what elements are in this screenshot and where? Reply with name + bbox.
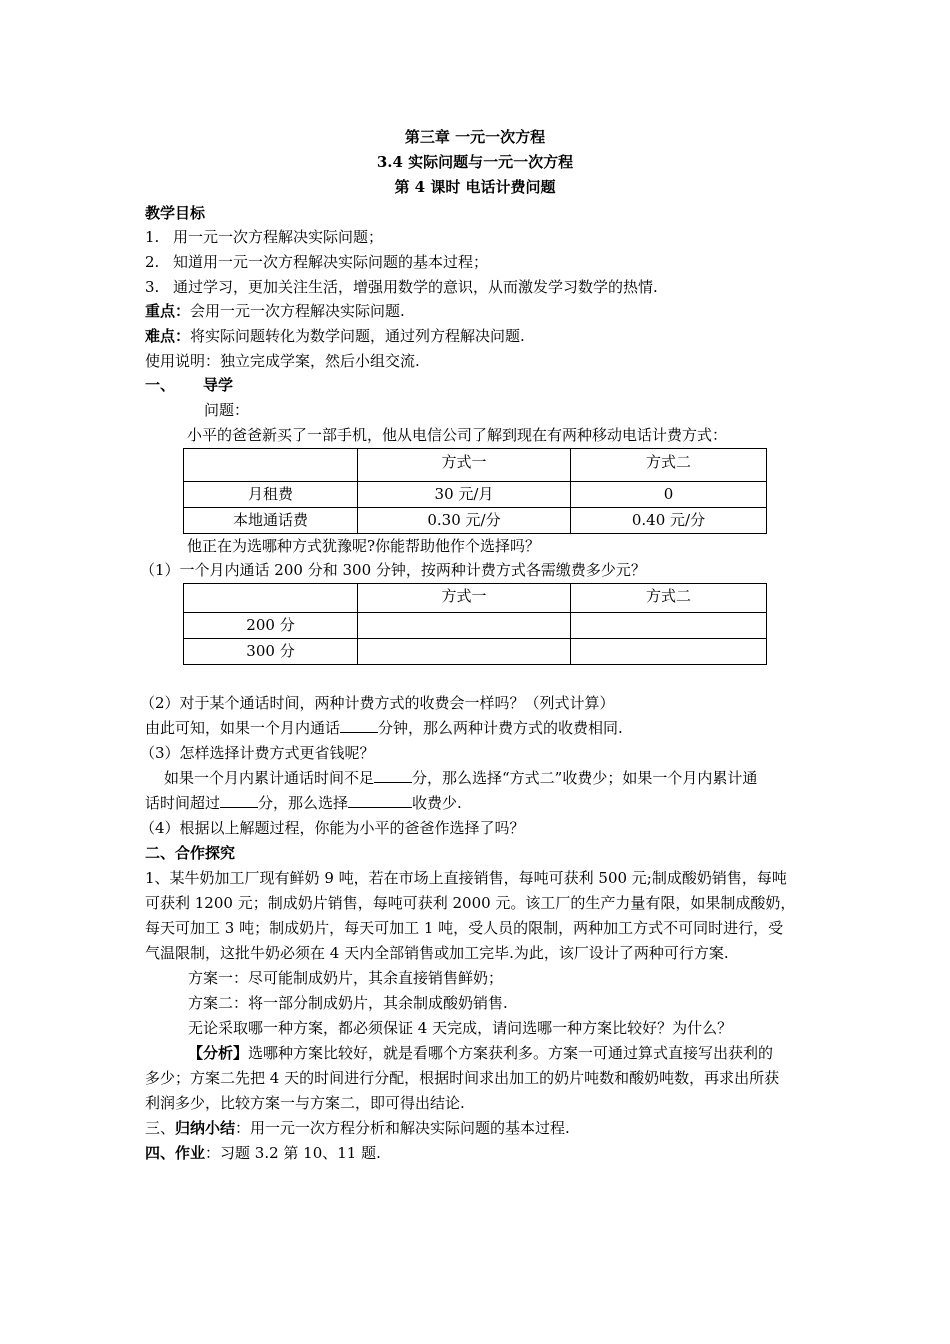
part3-text: ：用一元一次方程分析和解决实际问题的基本过程. bbox=[235, 1119, 570, 1137]
billing-table bbox=[183, 448, 767, 534]
part3-summary bbox=[145, 1116, 570, 1140]
table-row bbox=[184, 639, 767, 665]
difficulty-point bbox=[145, 324, 525, 348]
table-cell: 0 bbox=[571, 482, 767, 508]
table-cell: 300 分 bbox=[184, 639, 358, 665]
conclusion-text-b: 分钟，那么两种计费方式的收费相同. bbox=[378, 719, 623, 737]
analysis-line: 利润多少，比较方案一与方案二，即可得出结论. bbox=[145, 1094, 465, 1112]
plan-1: 方案一：尽可能制成奶片，其余直接销售鲜奶； bbox=[188, 969, 504, 987]
q3-text-b: 分，那么选择“方式二”收费少；如果一个月内累计通 bbox=[412, 769, 758, 787]
part2-heading: 二、合作探究 bbox=[145, 844, 236, 862]
q3-text-e: 收费少. bbox=[412, 794, 462, 812]
part3-label: 归纳小结 bbox=[175, 1119, 236, 1137]
goal-item-1 bbox=[145, 225, 383, 249]
table-cell bbox=[571, 613, 767, 639]
table-row bbox=[184, 482, 767, 508]
answer-blank[interactable] bbox=[374, 767, 412, 783]
table-cell: 月租费 bbox=[184, 482, 358, 508]
chapter-title: 第三章 一元一次方程 bbox=[404, 128, 546, 146]
question-3-line1 bbox=[164, 766, 757, 790]
analysis-text: 选哪种方案比较好，就是看哪个方案获利多。方案一可通过算式直接写出获利的 bbox=[248, 1044, 774, 1062]
table-header-cell: 方式二 bbox=[571, 584, 767, 613]
usage-note: 使用说明：独立完成学案，然后小组交流. bbox=[145, 352, 420, 370]
goal-text: 知道用一元一次方程解决实际问题的基本过程； bbox=[173, 253, 489, 271]
part1-num: 一、 bbox=[145, 376, 176, 394]
question-2: （2）对于某个通话时间，两种计费方式的收费会一样吗？（列式计算） bbox=[140, 694, 615, 712]
table-cell bbox=[571, 639, 767, 665]
table-header-cell: 方式二 bbox=[571, 449, 767, 482]
table-header-cell: 方式一 bbox=[358, 584, 571, 613]
analysis-line: 多少；方案二先把 4 天的时间进行分配，根据时间求出加工的奶片吨数和酸奶吨数，再求出所获 bbox=[145, 1069, 780, 1087]
problem-line: 可获利 1200 元；制成奶片销售，每吨可获利 2000 元。该工厂的生产力量有限，如果制成酸奶， bbox=[145, 894, 796, 912]
goal-text: 通过学习，更加关注生活，增强用数学的意识，从而激发学习数学的热情. bbox=[173, 278, 658, 296]
fee-calc-table bbox=[183, 583, 767, 665]
plan-question: 无论采取哪一种方案，都必须保证 4 天完成，请问选哪一种方案比较好？为什么？ bbox=[188, 1019, 733, 1037]
table-row bbox=[184, 613, 767, 639]
conclusion-text-a: 由此可知，如果一个月内通话 bbox=[145, 719, 341, 737]
table-row bbox=[184, 584, 767, 613]
part3-num: 三、 bbox=[145, 1119, 176, 1137]
table-cell bbox=[358, 639, 571, 665]
table-row bbox=[184, 508, 767, 534]
part4-homework bbox=[145, 1141, 381, 1165]
q3-text-a: 如果一个月内累计通话时间不足 bbox=[164, 769, 375, 787]
problem-line: 每天可加工 3 吨；制成奶片，每天可加工 1 吨，受人员的限制，两种加工方式不可同时进行，受 bbox=[145, 919, 784, 937]
table-header-cell: 方式一 bbox=[358, 449, 571, 482]
section-title: 3.4 实际问题与一元一次方程 bbox=[376, 153, 574, 171]
table-row bbox=[184, 449, 767, 482]
question-3: （3）怎样选择计费方式更省钱呢？ bbox=[140, 744, 375, 762]
lesson-title: 第 4 课时 电话计费问题 bbox=[394, 178, 556, 196]
table-cell: 0.40 元/分 bbox=[571, 508, 767, 534]
difficulty-text: 将实际问题转化为数学问题，通过列方程解决问题. bbox=[190, 327, 525, 345]
q3-text-c: 话时间超过 bbox=[145, 794, 221, 812]
table-header-cell bbox=[184, 449, 358, 482]
question-3-line2 bbox=[145, 791, 462, 815]
key-point bbox=[145, 299, 405, 323]
goal-num: 3. bbox=[145, 278, 160, 296]
goal-item-3 bbox=[145, 275, 658, 299]
question-4: （4）根据以上解题过程，你能为小平的爸爸作选择了吗？ bbox=[140, 819, 525, 837]
problem-line: 1、某牛奶加工厂现有鲜奶 9 吨，若在市场上直接销售，每吨可获利 500 元;制成酸奶销售，每吨 bbox=[145, 869, 787, 887]
problem-line: 气温限制，这批牛奶必须在 4 天内全部销售或加工完毕.为此，该厂设计了两种可行方案. bbox=[145, 944, 729, 962]
goal-num: 2. bbox=[145, 253, 160, 271]
part1-title: 导学 bbox=[203, 376, 234, 394]
table-cell bbox=[358, 613, 571, 639]
answer-blank[interactable] bbox=[220, 792, 258, 808]
table-cell: 0.30 元/分 bbox=[358, 508, 571, 534]
answer-blank[interactable] bbox=[340, 717, 378, 733]
table-header-cell bbox=[184, 584, 358, 613]
table-cell: 本地通话费 bbox=[184, 508, 358, 534]
part4-label: 四、作业 bbox=[145, 1144, 206, 1162]
table-cell: 200 分 bbox=[184, 613, 358, 639]
question-1: （1）一个月内通话 200 分和 300 分钟，按两种计费方式各需缴费多少元？ bbox=[140, 561, 646, 579]
part1-heading bbox=[145, 373, 233, 397]
problem-intro: 小平的爸爸新买了一部手机，他从电信公司了解到现在有两种移动电话计费方式： bbox=[187, 426, 728, 444]
plan-2: 方案二：将一部分制成奶片，其余制成酸奶销售. bbox=[188, 994, 508, 1012]
key-text: 会用一元一次方程解决实际问题. bbox=[190, 302, 405, 320]
goals-heading: 教学目标 bbox=[145, 204, 206, 222]
part4-text: ：习题 3.2 第 10、11 题. bbox=[205, 1144, 381, 1162]
question-2-conclusion bbox=[145, 716, 623, 740]
q3-text-d: 分，那么选择 bbox=[258, 794, 349, 812]
goal-num: 1. bbox=[145, 228, 160, 246]
goal-item-2 bbox=[145, 250, 488, 274]
answer-blank[interactable] bbox=[348, 792, 412, 808]
analysis-label: 【分析】 bbox=[188, 1044, 249, 1062]
question-text: 他正在为选哪种方式犹豫呢?你能帮助他作个选择吗？ bbox=[187, 537, 541, 555]
problem-label: 问题： bbox=[204, 401, 250, 419]
key-label: 重点： bbox=[145, 302, 191, 320]
goal-text: 用一元一次方程解决实际问题； bbox=[173, 228, 384, 246]
analysis-line bbox=[188, 1041, 773, 1065]
difficulty-label: 难点： bbox=[145, 327, 191, 345]
table-cell: 30 元/月 bbox=[358, 482, 571, 508]
